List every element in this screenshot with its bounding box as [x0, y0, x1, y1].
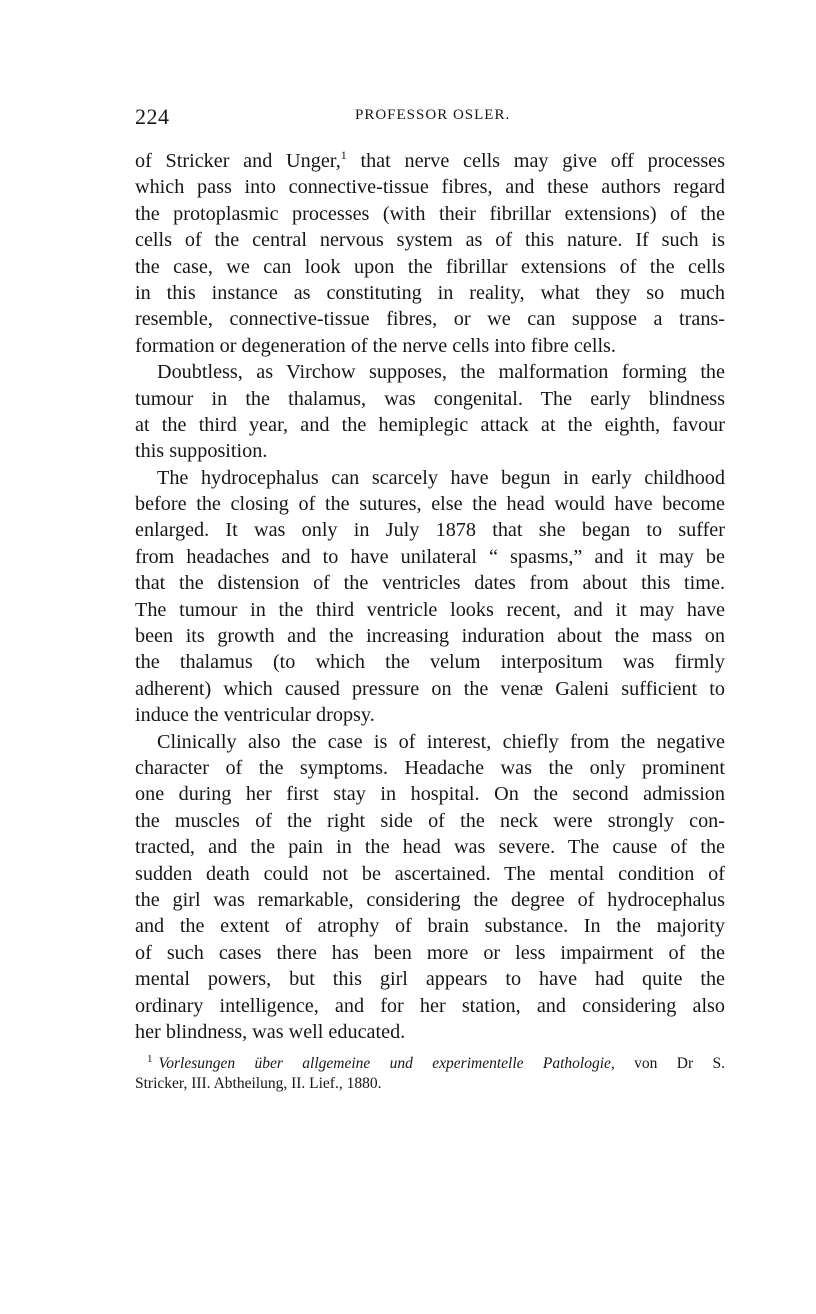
text-line: Doubtless, as Virchow supposes, the malformation forming the — [157, 361, 725, 384]
text-line: in this instance as constituting in reality, what they so much — [135, 281, 725, 304]
footnote — [135, 1054, 725, 1094]
text-line: formation or degeneration of the nerve cells into fibre cells. — [135, 334, 616, 357]
footnote-reference[interactable]: 1 — [340, 148, 347, 162]
text-line: tracted, and the pain in the head was severe. The cause of the — [135, 836, 725, 859]
text-line: her blindness, was well educated. — [135, 1020, 406, 1043]
text-line: at the third year, and the hemiplegic attack at the eighth, favour — [135, 413, 725, 436]
text-line: of such cases there has been more or less impairment of the — [135, 941, 725, 964]
running-head — [135, 104, 725, 130]
text-line: induce the ventricular dropsy. — [135, 704, 375, 727]
text-line: one during her first stay in hospital. On the second admission — [135, 783, 725, 806]
footnote-line: Stricker, III. Abtheilung, II. Lief., 1880. — [135, 1075, 382, 1092]
text-line: mental powers, but this girl appears to have had quite the — [135, 968, 725, 991]
text-line: the girl was remarkable, considering the degree of hydrocephalus — [135, 888, 725, 911]
text-line: the thalamus (to which the velum interpositum was firmly — [135, 651, 725, 674]
paragraph-1 — [135, 148, 725, 359]
text-line: of Stricker and Unger,$^1$ that nerve cells may give off processes — [135, 148, 725, 172]
text-line: been its growth and the increasing induration about the mass on — [135, 625, 725, 648]
text-line: resemble, connective-tissue fibres, or we can suppose a trans- — [135, 308, 725, 331]
footnote-line: $^1$ Vorlesungen über allgemeine und experimentelle Pathologie, von Dr S. — [135, 1054, 725, 1074]
text-line: adherent) which caused pressure on the venæ Galeni sufficient to — [135, 677, 725, 700]
footnote-marker: 1 — [147, 1053, 153, 1065]
text-line: which pass into connective-tissue fibres, and these authors regard — [135, 176, 725, 199]
text-line: sudden death could not be ascertained. The mental condition of — [135, 862, 725, 885]
text-line: ordinary intelligence, and for her station, and considering also — [135, 994, 725, 1017]
text-line: this supposition. — [135, 440, 268, 463]
paragraph-4 — [135, 729, 725, 1046]
footnote-cited-title: Vorlesungen über allgemeine und experimentelle Pathologie, — [158, 1055, 615, 1072]
text-line: the case, we can look upon the fibrillar extensions of the cells — [135, 255, 725, 278]
paragraph-2 — [135, 359, 725, 465]
text-line: the protoplasmic processes (with their fibrillar extensions) of the — [135, 202, 725, 225]
page-number: 224 — [135, 104, 170, 129]
body-text — [135, 148, 725, 1045]
text-line: cells of the central nervous system as of this nature. If such is — [135, 229, 725, 252]
text-line: before the closing of the sutures, else the head would have become — [135, 493, 725, 516]
text-line: Clinically also the case is of interest, chiefly from the negative — [157, 730, 725, 753]
running-title: PROFESSOR OSLER. — [355, 107, 511, 123]
text-line: that the distension of the ventricles dates from about this time. — [135, 572, 725, 595]
text-line: The tumour in the third ventricle looks recent, and it may have — [135, 598, 725, 621]
text-line: from headaches and to have unilateral “ spasms,” and it may be — [135, 545, 725, 568]
text-line: enlarged. It was only in July 1878 that she began to suffer — [135, 519, 725, 542]
text-line: The hydrocephalus can scarcely have begun in early childhood — [157, 466, 725, 489]
text-line: the muscles of the right side of the neck were strongly con- — [135, 809, 725, 832]
paragraph-3 — [135, 465, 725, 729]
text-line: and the extent of atrophy of brain substance. In the majority — [135, 915, 725, 938]
text-line: character of the symptoms. Headache was the only prominent — [135, 756, 725, 779]
text-line: tumour in the thalamus, was congenital. The early blindness — [135, 387, 725, 410]
